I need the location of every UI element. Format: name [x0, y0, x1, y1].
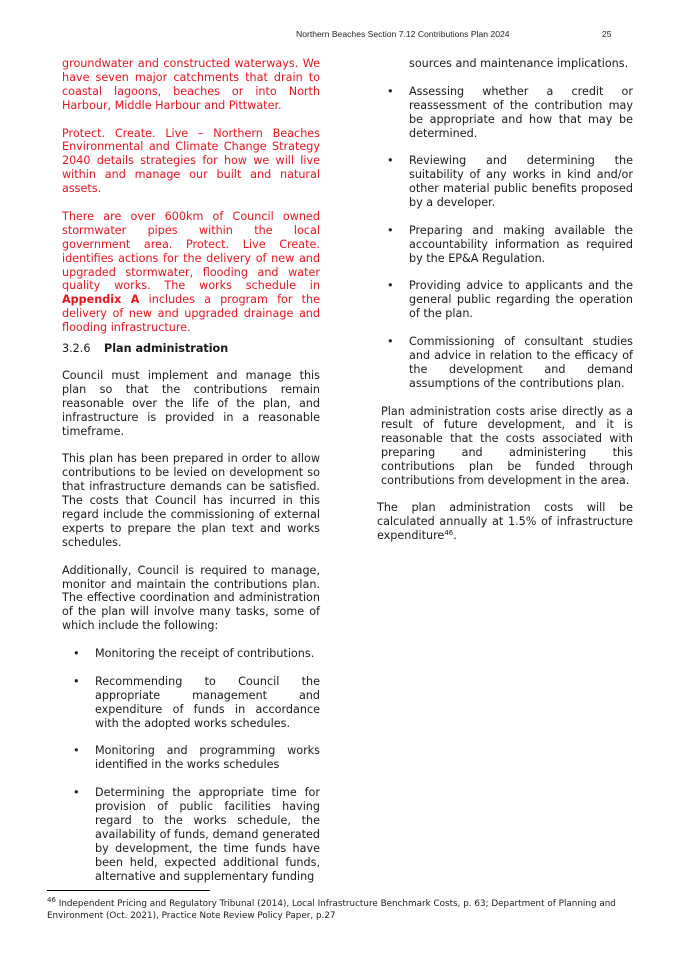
list-item: • Commissioning of consultant studies and advice in relation to the efficacy of the development and demand assumptions of the contributions plan.: [377, 335, 633, 391]
footnote-reference[interactable]: 46: [444, 528, 454, 537]
left-column: [62, 57, 320, 897]
section-number: 3.2.6: [62, 342, 91, 356]
list-item: • Determining the appropriate time for provision of public facilities having regard to the works schedule, the availability of funds, demand generated by development, the time funds have been held, expected additional funds, alternative and supplementary funding: [62, 786, 320, 883]
paragraph-admin-rate: The plan administration costs will be calculated annually at 1.5% of infrastructure expenditure$^{46}$.: [377, 501, 633, 542]
bullet-icon: •: [73, 674, 80, 688]
red-paragraph-strategy: Protect. Create. Live – Northern Beaches Environmental and Climate Change Strategy 2040 details strategies for how we will live within and manage our built and natural assets.: [62, 126, 320, 196]
appendix-a-reference: Appendix A: [62, 293, 140, 307]
list-item: • Assessing whether a credit or reassessment of the contribution may be appropriate and how that may be determined.: [377, 85, 633, 141]
paragraph-implement: Council must implement and manage this plan so that the contributions remain reasonable over the life of the plan, and infrastructure is provided in a reasonable timeframe.: [62, 369, 320, 438]
bullet-icon: •: [387, 84, 394, 98]
red-paragraph-stormwater: There are over 600km of Council owned stormwater pipes within the local government area. Protect. Live Create. identifies actions for the delivery of new and upgraded stormwater, flooding and water quality works. The works schedule in Appendix A includes a program for the delivery of new and upgraded drainage and flooding infrastructure.: [62, 209, 320, 335]
red-paragraph-catchments: groundwater and constructed waterways. We have seven major catchments that drain to coastal lagoons, beaches or into North Harbour, Middle Harbour and Pittwater.: [62, 57, 320, 112]
footnote-number: 46: [47, 896, 56, 904]
right-column: [377, 57, 633, 543]
footnote-text: Independent Pricing and Regulatory Tribunal (2014), Local Infrastructure Benchmark Costs, p. 63; Department of Planning and Environment (Oct. 2021), Practice Note Review Policy Paper, p.27: [47, 899, 616, 921]
list-item: • Monitoring the receipt of contributions.: [62, 647, 320, 661]
list-item: • Reviewing and determining the suitability of any works in kind and/or other material public benefits proposed by a developer.: [377, 154, 633, 210]
task-list-left: [62, 647, 320, 883]
bullet-icon: •: [387, 335, 394, 349]
list-item: • Providing advice to applicants and the general public regarding the operation of the plan.: [377, 279, 633, 321]
paragraph-additionally: Additionally, Council is required to manage, monitor and maintain the contributions plan. The effective coordination and administration of the plan will involve many tasks, some of which include the following:: [62, 563, 320, 633]
bullet-icon: •: [387, 223, 394, 237]
footnote-divider: [47, 890, 210, 891]
page-number: 25: [602, 29, 612, 39]
page-header: [0, 29, 675, 43]
bullet-icon: •: [73, 786, 80, 800]
bullet-icon: •: [73, 647, 80, 661]
section-heading: [62, 342, 320, 356]
section-title: Plan administration: [104, 342, 229, 356]
list-item: • Recommending to Council the appropriate management and expenditure of funds in accordance with the adopted works schedules.: [62, 675, 320, 731]
bullet-icon: •: [387, 154, 394, 168]
footnote: [47, 898, 637, 922]
paragraph-admin-costs: Plan administration costs arise directly as a result of future development, and it is reasonable that the costs associated with preparing and administering this contributions plan be funded through contributions from development in the area.: [381, 404, 633, 488]
document-title: Northern Beaches Section 7.12 Contributions Plan 2024: [296, 29, 510, 39]
list-item: • Preparing and making available the accountability information as required by the EP&A Regulation.: [377, 224, 633, 266]
bullet-continuation: sources and maintenance implications.: [409, 57, 629, 70]
paragraph-prepared: This plan has been prepared in order to allow contributions to be levied on development so that infrastructure demands can be satisfied. The costs that Council has incurred in this regard include the commissioning of external experts to prepare the plan text and works schedules.: [62, 452, 320, 549]
bullet-icon: •: [387, 279, 394, 293]
task-list-right: [377, 85, 633, 391]
list-item: • Monitoring and programming works identified in the works schedules: [62, 744, 320, 772]
bullet-icon: •: [73, 744, 80, 758]
